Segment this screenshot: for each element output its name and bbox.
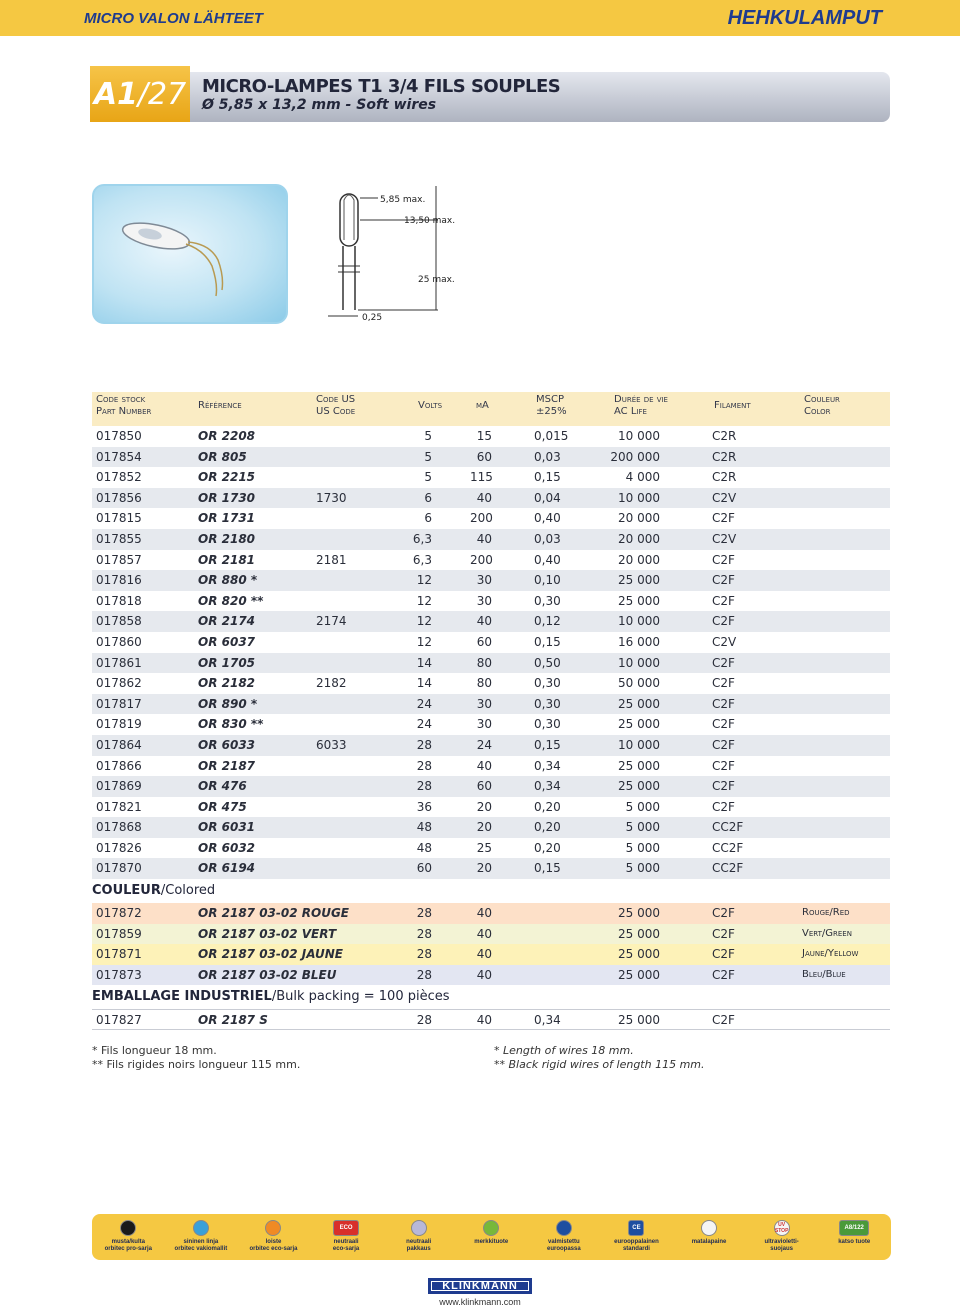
cell-v: 60 — [416, 861, 432, 876]
col-code: Code stock Part Number — [96, 394, 152, 417]
legend-label: valmistettu euroopassa — [547, 1239, 581, 1252]
brand-icon — [483, 1220, 499, 1236]
cell-ref: OR 475 — [198, 799, 247, 814]
legend-label: sininen linja orbitec vakiomallit — [174, 1239, 228, 1252]
table-row — [92, 611, 890, 632]
cell-code: 017857 — [96, 552, 142, 567]
cell-mscp: 0,20 — [534, 820, 561, 835]
legend-label: merkkituote — [474, 1239, 509, 1245]
cell-ref: OR 805 — [198, 449, 247, 464]
orange-sun-icon — [265, 1220, 281, 1236]
cell-fil: C2F — [712, 779, 735, 794]
cell-code: 017864 — [96, 737, 142, 752]
cell-fil: CC2F — [712, 840, 744, 855]
cell-v: 28 — [416, 906, 432, 921]
cell-code: 017868 — [96, 820, 142, 835]
cell-color: Jaune/Yellow — [802, 948, 859, 960]
cell-life: 10 000 — [618, 737, 660, 752]
cell-v: 6,3 — [412, 531, 432, 546]
table-body — [92, 426, 890, 879]
cell-life: 10 000 — [618, 614, 660, 629]
col-volts: Volts — [418, 400, 443, 411]
legend-item — [673, 1214, 746, 1260]
blue-sun-icon — [193, 1220, 209, 1236]
cell-us: 2181 — [316, 552, 347, 567]
cell-fil: C2F — [712, 614, 735, 629]
col-filament: Filament — [714, 400, 751, 411]
cell-v: 12 — [416, 634, 432, 649]
cell-life: 10 000 — [618, 429, 660, 443]
cell-v: 24 — [416, 696, 432, 711]
cell-us: 2182 — [316, 676, 347, 691]
product-heading — [90, 66, 890, 122]
cell-fil: C2R — [712, 429, 737, 443]
legend-item — [92, 1214, 165, 1260]
product-title: MICRO-LAMPES T1 3/4 FILS SOUPLES — [202, 76, 561, 97]
cell-v: 28 — [416, 779, 432, 794]
table-row — [92, 529, 890, 550]
cell-v: 12 — [416, 593, 432, 608]
legend-item — [528, 1214, 601, 1260]
cell-code: 017862 — [96, 676, 142, 691]
cell-life: 25 000 — [618, 906, 660, 921]
cell-life: 5 000 — [625, 861, 660, 876]
cell-ref: OR 830 ** — [198, 717, 264, 732]
cell-mscp: 0,30 — [534, 717, 561, 732]
spec-table — [92, 392, 890, 1030]
cell-ma: 15 — [476, 429, 492, 443]
cell-v: 5 — [424, 470, 432, 485]
colored-row — [92, 944, 890, 965]
cell-code: 017860 — [96, 634, 142, 649]
colored-table-body — [92, 903, 890, 985]
dim-wire-length-label: 25 max. — [418, 275, 455, 285]
cell-ma: 60 — [476, 634, 492, 649]
cell-ref: OR 1730 — [198, 490, 256, 505]
cell-ma: 40 — [476, 614, 492, 629]
cell-fil: C2V — [712, 634, 737, 649]
cell-mscp: 0,15 — [534, 634, 561, 649]
neutral-pack-icon — [411, 1220, 427, 1236]
legend-bar — [92, 1214, 891, 1260]
header-bar — [0, 0, 960, 36]
cell-life: 25 000 — [618, 573, 660, 588]
table-row — [92, 488, 890, 509]
cell-v: 28 — [416, 947, 432, 962]
cell-ma: 24 — [476, 737, 492, 752]
notes-english: * Length of wires 18 mm. ** Black rigid wires of length 115 mm. — [494, 1044, 705, 1071]
colored-row — [92, 965, 890, 986]
cell-life: 16 000 — [618, 634, 660, 649]
cell-fil: C2F — [712, 799, 735, 814]
cell-mscp: 0,50 — [534, 655, 561, 670]
cell-fil: C2F — [712, 758, 735, 773]
cell-fil: C2F — [712, 926, 735, 941]
cell-mscp: 0,04 — [534, 490, 561, 505]
cell-v: 48 — [416, 820, 432, 835]
cell-code: 017850 — [96, 429, 142, 443]
cell-life: 10 000 — [618, 490, 660, 505]
cell-ma: 20 — [476, 861, 492, 876]
half-circle-icon — [120, 1220, 136, 1236]
table-row — [92, 735, 890, 756]
cell-ref: OR 6033 — [198, 737, 256, 752]
cell-v: 28 — [416, 926, 432, 941]
table-row — [92, 694, 890, 715]
table-row — [92, 858, 890, 879]
cell-v: 6,3 — [412, 552, 432, 567]
cell-fil: C2R — [712, 449, 737, 464]
cell-mscp: 0,15 — [534, 861, 561, 876]
cell-fil: C2F — [712, 967, 735, 982]
table-row — [92, 673, 890, 694]
cell-ma: 30 — [476, 696, 492, 711]
lamp-photo — [92, 184, 288, 324]
cell-ma: 60 — [476, 449, 492, 464]
col-mscp: MSCP ±25% — [536, 394, 567, 417]
cell-v: 14 — [416, 655, 432, 670]
col-life: Durée de vie AC Life — [614, 394, 668, 417]
cell-ref: OR 6194 — [198, 861, 256, 876]
table-row — [92, 714, 890, 735]
cell-code: 017854 — [96, 449, 142, 464]
colored-section-title: COULEUR/Colored — [92, 883, 216, 899]
col-reference: Référence — [198, 400, 242, 411]
table-row — [92, 570, 890, 591]
cell-life: 25 000 — [618, 967, 660, 982]
cell-fil: C2F — [712, 947, 735, 962]
cell-mscp: 0,20 — [534, 840, 561, 855]
cell-code: 017859 — [96, 926, 142, 941]
product-code-a: A1 — [93, 76, 138, 112]
legend-label: katso tuote — [838, 1239, 871, 1245]
cell-mscp: 0,34 — [534, 779, 561, 794]
cell-ma: 40 — [476, 947, 492, 962]
cell-mscp: 0,30 — [534, 696, 561, 711]
cell-mscp: 0,03 — [534, 449, 561, 464]
cell-code: 017818 — [96, 593, 142, 608]
uv-stop-icon: UV STOP — [774, 1222, 789, 1234]
col-us-code: Code US US Code — [316, 394, 356, 417]
cell-ref: OR 2187 03-02 BLEU — [198, 967, 337, 982]
cell-life: 5 000 — [625, 799, 660, 814]
cell-us: 6033 — [316, 737, 347, 752]
cell-color: Vert/Green — [802, 927, 852, 939]
cell-mscp: 0,03 — [534, 531, 561, 546]
cell-fil: C2F — [712, 737, 735, 752]
cell-ma: 30 — [476, 717, 492, 732]
cell-code: 017871 — [96, 947, 142, 962]
cell-life: 25 000 — [618, 779, 660, 794]
table-row — [92, 467, 890, 488]
cell-ref: OR 2180 — [198, 531, 256, 546]
cell-ma: 40 — [476, 967, 492, 982]
cell-code: 017815 — [96, 511, 142, 526]
cell-life: 25 000 — [618, 758, 660, 773]
table-row — [92, 591, 890, 612]
table-row — [92, 776, 890, 797]
klinkmann-logo: KLINKMANN — [428, 1278, 532, 1294]
cell-ref: OR 820 ** — [198, 593, 264, 608]
product-title-box — [190, 72, 890, 122]
cell-fil: C2V — [712, 531, 737, 546]
cell-v: 6 — [424, 511, 432, 526]
cell-fil: C2F — [712, 655, 735, 670]
cell-mscp: 0,015 — [534, 429, 569, 443]
table-row — [92, 447, 890, 468]
cell-ma: 115 — [470, 470, 493, 485]
cell-fil: C2F — [712, 552, 735, 567]
cell-ma: 40 — [476, 490, 492, 505]
cell-ma: 60 — [476, 779, 492, 794]
cell-ma: 200 — [470, 552, 493, 567]
cell-ref: OR 2208 — [198, 429, 256, 443]
cell-ref: OR 880 * — [198, 573, 258, 588]
catalog-ref-icon: A8/122 — [839, 1220, 869, 1236]
cell-fil: C2F — [712, 676, 735, 691]
legend-item — [237, 1214, 310, 1260]
header-right-title: HEHKULAMPUT — [727, 6, 882, 29]
eu-icon — [556, 1220, 572, 1236]
cell-ma: 40 — [476, 906, 492, 921]
cell-code: 017870 — [96, 861, 142, 876]
cell-life: 20 000 — [618, 511, 660, 526]
lamp-photo-illustration — [94, 186, 290, 326]
bulk-row: 017827 OR 2187 S 28 40 0,34 25 000 C2F — [92, 1009, 890, 1030]
cell-v: 28 — [416, 737, 432, 752]
cell-life: 25 000 — [618, 717, 660, 732]
legend-item — [600, 1214, 673, 1260]
cell-fil: C2F — [712, 511, 735, 526]
cell-fil: C2R — [712, 470, 737, 485]
cell-fil: C2F — [712, 573, 735, 588]
cell-color: Rouge/Red — [802, 907, 850, 919]
cell-mscp: 0,30 — [534, 676, 561, 691]
cell-v: 36 — [416, 799, 432, 814]
cell-ref: OR 1731 — [198, 511, 256, 526]
legend-item — [455, 1214, 528, 1260]
website-url[interactable]: www.klinkmann.com — [439, 1297, 521, 1307]
legend-item — [745, 1214, 818, 1260]
cell-ref: OR 2187 03-02 JAUNE — [198, 947, 343, 962]
cell-ref: OR 6037 — [198, 634, 256, 649]
cell-fil: C2F — [712, 696, 735, 711]
cell-mscp: 0,40 — [534, 552, 561, 567]
cell-fil: C2F — [712, 593, 735, 608]
cell-ref: OR 2187 — [198, 758, 256, 773]
ce-icon: CE — [628, 1220, 644, 1236]
cell-ma: 30 — [476, 593, 492, 608]
cell-ref: OR 2215 — [198, 470, 256, 485]
table-row — [92, 756, 890, 777]
col-ma: mA — [476, 400, 489, 411]
cell-fil: CC2F — [712, 861, 744, 876]
header-left-title: MICRO VALON LÄHTEET — [84, 9, 263, 27]
cell-life: 25 000 — [618, 926, 660, 941]
col-color: Couleur Color — [804, 394, 840, 417]
cell-life: 25 000 — [618, 947, 660, 962]
legend-label: neutraali eco-sarja — [332, 1239, 360, 1252]
cell-ma: 20 — [476, 799, 492, 814]
cell-life: 4 000 — [625, 470, 660, 485]
cell-v: 14 — [416, 676, 432, 691]
cell-v: 12 — [416, 614, 432, 629]
legend-item — [310, 1214, 383, 1260]
product-code-badge — [90, 66, 190, 122]
cell-code: 017816 — [96, 573, 142, 588]
cell-ref: OR 2187 03-02 VERT — [198, 926, 337, 941]
cell-ma: 25 — [476, 840, 492, 855]
cell-code: 017872 — [96, 906, 142, 921]
cell-ref: OR 2187 03-02 ROUGE — [198, 906, 349, 921]
cell-ref: OR 6031 — [198, 820, 256, 835]
legend-label: eurooppalainen standardi — [614, 1239, 659, 1252]
cell-code: 017856 — [96, 490, 142, 505]
low-pressure-icon — [701, 1220, 717, 1236]
table-row — [92, 632, 890, 653]
bulk-section-title: EMBALLAGE INDUSTRIEL/Bulk packing = 100 pièces — [92, 989, 450, 1005]
cell-code: 017852 — [96, 470, 142, 485]
cell-v: 28 — [416, 967, 432, 982]
cell-code: 017819 — [96, 717, 142, 732]
cell-life: 20 000 — [618, 531, 660, 546]
cell-mscp: 0,40 — [534, 511, 561, 526]
cell-fil: C2V — [712, 490, 737, 505]
cell-life: 20 000 — [618, 552, 660, 567]
cell-ref: OR 2181 — [198, 552, 256, 567]
cell-ma: 20 — [476, 820, 492, 835]
cell-v: 5 — [424, 449, 432, 464]
dimension-drawing — [318, 178, 478, 328]
legend-label: neutraali pakkaus — [406, 1239, 432, 1252]
cell-life: 25 000 — [618, 696, 660, 711]
cell-ref: OR 1705 — [198, 655, 256, 670]
cell-code: 017861 — [96, 655, 142, 670]
cell-ma: 40 — [476, 531, 492, 546]
table-row — [92, 817, 890, 838]
cell-ma: 200 — [470, 511, 493, 526]
legend-item — [818, 1214, 891, 1260]
cell-code: 017817 — [96, 696, 142, 711]
cell-ref: OR 890 * — [198, 696, 258, 711]
cell-v: 28 — [416, 758, 432, 773]
cell-life: 5 000 — [625, 820, 660, 835]
cell-mscp: 0,15 — [534, 737, 561, 752]
cell-color: Bleu/Blue — [802, 968, 846, 980]
table-row — [92, 797, 890, 818]
cell-mscp: 0,10 — [534, 573, 561, 588]
dim-wire-diameter-label: 0,25 — [362, 313, 383, 323]
colored-row — [92, 903, 890, 924]
cell-us: 2174 — [316, 614, 347, 629]
cell-code: 017866 — [96, 758, 142, 773]
table-row — [92, 508, 890, 529]
table-row — [92, 653, 890, 674]
cell-mscp: 0,34 — [534, 758, 561, 773]
cell-ref: OR 476 — [198, 779, 247, 794]
cell-v: 6 — [424, 490, 432, 505]
cell-ref: OR 6032 — [198, 840, 256, 855]
cell-mscp: 0,20 — [534, 799, 561, 814]
cell-fil: CC2F — [712, 820, 744, 835]
legend-item — [382, 1214, 455, 1260]
cell-mscp: 0,30 — [534, 593, 561, 608]
cell-v: 12 — [416, 573, 432, 588]
legend-label: musta/kulta orbitec pro-sarja — [104, 1239, 152, 1252]
dim-bulb-length-label: 13,50 max. — [404, 216, 456, 226]
cell-mscp: 0,15 — [534, 470, 561, 485]
cell-code: 017858 — [96, 614, 142, 629]
legend-label: matalapaine — [691, 1239, 727, 1245]
cell-ma: 40 — [476, 926, 492, 941]
cell-ma: 80 — [476, 655, 492, 670]
cell-us: 1730 — [316, 490, 347, 505]
cell-life: 200 000 — [610, 449, 660, 464]
legend-item — [165, 1214, 238, 1260]
cell-fil: C2F — [712, 717, 735, 732]
cell-ma: 80 — [476, 676, 492, 691]
table-header — [92, 392, 890, 426]
cell-v: 5 — [424, 429, 432, 443]
colored-row — [92, 924, 890, 945]
dimension-drawing-svg — [318, 178, 478, 328]
table-row — [92, 550, 890, 571]
cell-code: 017869 — [96, 779, 142, 794]
product-subtitle: Ø 5,85 x 13,2 mm - Soft wires — [202, 97, 437, 113]
table-row — [92, 838, 890, 859]
table-row — [92, 426, 890, 447]
cell-mscp: 0,12 — [534, 614, 561, 629]
cell-ma: 30 — [476, 573, 492, 588]
cell-ref: OR 2174 — [198, 614, 256, 629]
legend-label: loiste orbitec eco-sarja — [249, 1239, 298, 1252]
cell-ref: OR 2182 — [198, 676, 256, 691]
cell-code: 017821 — [96, 799, 142, 814]
legend-label: ultravioletti- suojaus — [764, 1239, 799, 1252]
cell-life: 10 000 — [618, 655, 660, 670]
cell-code: 017873 — [96, 967, 142, 982]
eco-icon: ECO — [333, 1220, 359, 1236]
cell-code: 017826 — [96, 840, 142, 855]
cell-fil: C2F — [712, 906, 735, 921]
cell-life: 5 000 — [625, 840, 660, 855]
notes-french: * Fils longueur 18 mm. ** Fils rigides noirs longueur 115 mm. — [92, 1044, 301, 1071]
cell-code: 017855 — [96, 531, 142, 546]
cell-ma: 40 — [476, 758, 492, 773]
cell-life: 50 000 — [618, 676, 660, 691]
cell-v: 24 — [416, 717, 432, 732]
dim-width-label: 5,85 max. — [380, 195, 426, 205]
product-code-b: /27 — [137, 76, 187, 112]
cell-life: 25 000 — [618, 593, 660, 608]
cell-v: 48 — [416, 840, 432, 855]
